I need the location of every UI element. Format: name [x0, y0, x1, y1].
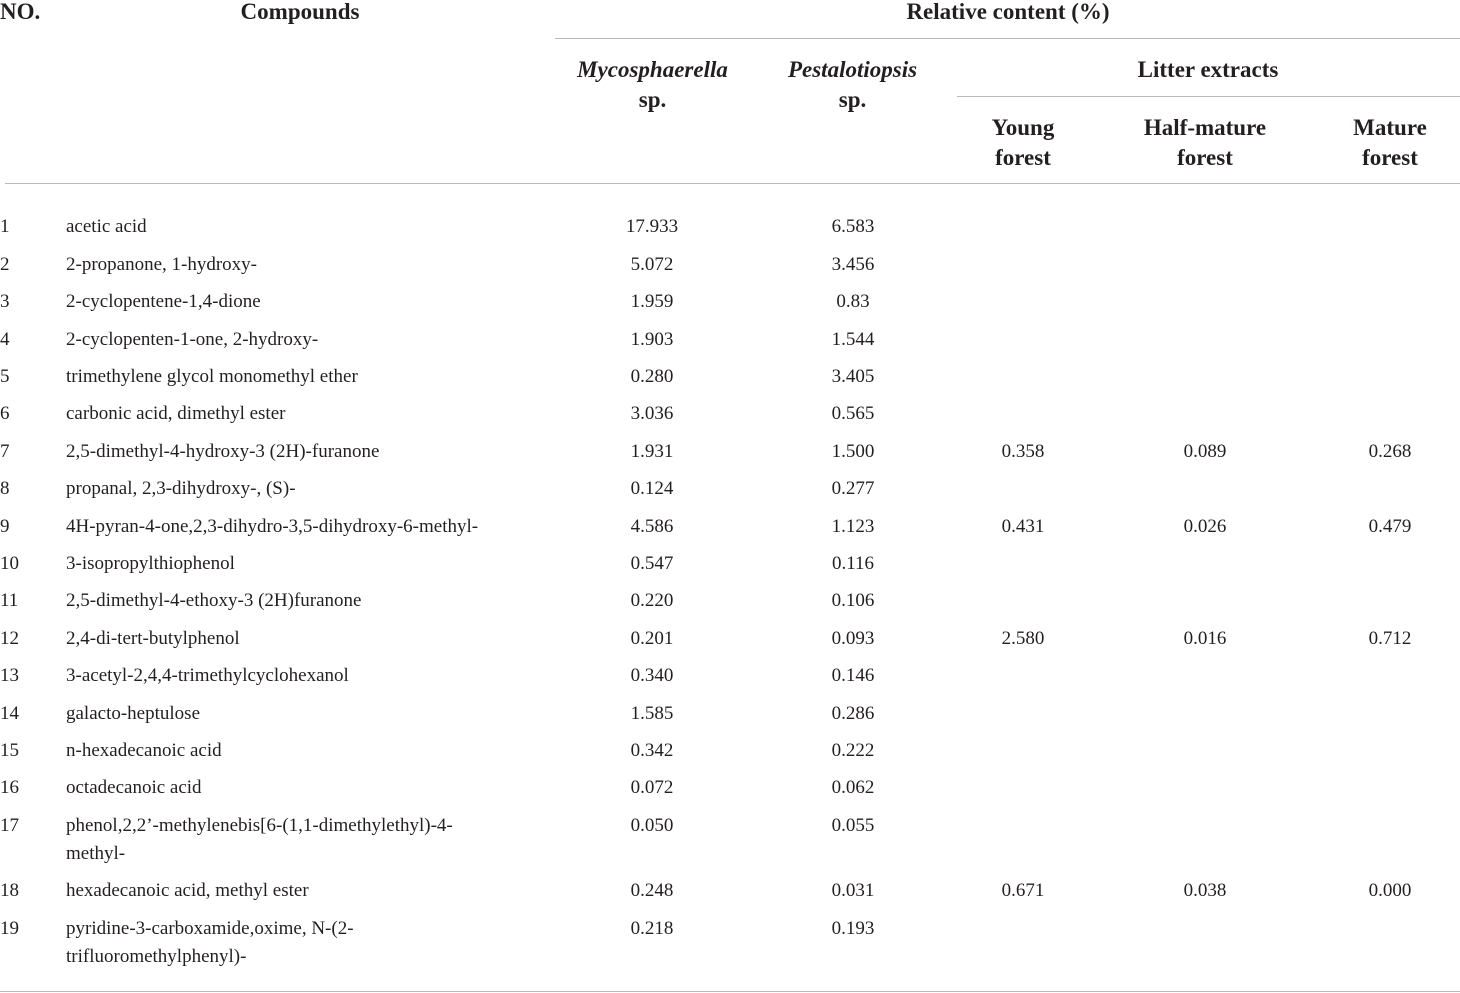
cell-myco: 5.072 [630, 254, 674, 275]
cell-mature: 0.712 [1368, 628, 1412, 649]
cell-no: 1 [0, 216, 10, 237]
cell-compound: trimethylene glycol monomethyl ether [66, 366, 358, 387]
cell-compound: galacto-heptulose [66, 703, 201, 724]
cell-myco: 4.586 [630, 516, 674, 537]
cell-compound: pyridine-3-carboxamide,oxime, N-(2- [66, 918, 354, 939]
header-mature-l1: Mature [1353, 115, 1427, 140]
cell-no: 15 [0, 740, 19, 761]
cell-mature: 0.000 [1368, 880, 1412, 901]
cell-myco: 0.342 [630, 740, 674, 761]
header-myco-name: Mycosphaerella [577, 57, 728, 82]
cell-myco: 0.201 [630, 628, 674, 649]
cell-mature: 0.479 [1368, 516, 1412, 537]
cell-compound: phenol,2,2’-methylenebis[6-(1,1-dimethylethyl)-4- [66, 815, 453, 836]
cell-pesta: 0.093 [831, 628, 875, 649]
cell-myco: 17.933 [625, 216, 679, 237]
cell-no: 16 [0, 777, 19, 798]
cell-compound: acetic acid [66, 216, 147, 237]
cell-myco: 0.218 [630, 918, 674, 939]
cell-myco: 0.280 [630, 366, 674, 387]
header-half-l2: forest [1177, 145, 1233, 170]
cell-compound: 2,4-di-tert-butylphenol [66, 628, 240, 649]
relative-content-rule [555, 38, 1460, 39]
cell-pesta: 3.405 [831, 366, 875, 387]
cell-young: 0.671 [1001, 880, 1045, 901]
cell-mature: 0.268 [1368, 441, 1412, 462]
header-mature-l2: forest [1362, 145, 1418, 170]
cell-pesta: 0.565 [831, 403, 875, 424]
header-myco-sp: sp. [638, 87, 667, 112]
cell-compound: 2-propanone, 1-hydroxy- [66, 254, 258, 275]
cell-no: 3 [0, 291, 10, 312]
header-no: NO. [0, 0, 41, 24]
cell-compound: n-hexadecanoic acid [66, 740, 222, 761]
cell-compound: 2-cyclopenten-1-one, 2-hydroxy- [66, 329, 319, 350]
cell-pesta: 0.222 [831, 740, 875, 761]
header-litter-extracts: Litter extracts [1137, 57, 1279, 82]
cell-no: 18 [0, 880, 19, 901]
cell-myco: 0.340 [630, 665, 674, 686]
cell-pesta: 0.055 [831, 815, 875, 836]
cell-compound: 3-acetyl-2,4,4-trimethylcyclohexanol [66, 665, 349, 686]
cell-compound: carbonic acid, dimethyl ester [66, 403, 286, 424]
cell-no: 7 [0, 441, 10, 462]
cell-pesta: 6.583 [831, 216, 875, 237]
cell-pesta: 0.286 [831, 703, 875, 724]
cell-half: 0.038 [1183, 880, 1227, 901]
cell-no: 2 [0, 254, 10, 275]
cell-no: 9 [0, 516, 10, 537]
header-mature-forest [1320, 113, 1460, 173]
cell-no: 11 [0, 590, 19, 611]
cell-pesta: 0.062 [831, 777, 875, 798]
header-young-l2: forest [995, 145, 1051, 170]
cell-myco: 3.036 [630, 403, 674, 424]
cell-no: 10 [0, 553, 19, 574]
cell-compound: propanal, 2,3-dihydroxy-, (S)- [66, 478, 296, 499]
cell-compound: 2-cyclopentene-1,4-dione [66, 291, 261, 312]
cell-half: 0.089 [1183, 441, 1227, 462]
header-pesta-name: Pestalotiopsis [787, 57, 918, 82]
cell-compound-continued: trifluoromethylphenyl)- [66, 946, 247, 967]
cell-young: 0.358 [1001, 441, 1045, 462]
cell-no: 14 [0, 703, 19, 724]
cell-myco: 0.124 [630, 478, 674, 499]
header-compounds: Compounds [240, 0, 360, 24]
cell-no: 17 [0, 815, 19, 836]
cell-compound: octadecanoic acid [66, 777, 202, 798]
header-pesta-sp: sp. [838, 87, 867, 112]
cell-young: 0.431 [1001, 516, 1045, 537]
cell-compound: hexadecanoic acid, methyl ester [66, 880, 309, 901]
cell-pesta: 0.031 [831, 880, 875, 901]
cell-myco: 1.903 [630, 329, 674, 350]
header-half-l1: Half-mature [1143, 115, 1267, 140]
cell-no: 12 [0, 628, 19, 649]
cell-young: 2.580 [1001, 628, 1045, 649]
cell-no: 5 [0, 366, 10, 387]
cell-pesta: 1.123 [831, 516, 875, 537]
header-young-l1: Young [991, 115, 1055, 140]
header-half-mature-forest [1105, 113, 1305, 173]
cell-pesta: 0.83 [836, 291, 870, 312]
cell-myco: 0.220 [630, 590, 674, 611]
header-young-forest [948, 113, 1098, 173]
cell-myco: 1.931 [630, 441, 674, 462]
table-bottom-rule [0, 991, 1460, 992]
cell-no: 13 [0, 665, 19, 686]
cell-myco: 0.072 [630, 777, 674, 798]
cell-pesta: 0.193 [831, 918, 875, 939]
cell-pesta: 0.116 [831, 553, 875, 574]
cell-pesta: 0.146 [831, 665, 875, 686]
cell-no: 6 [0, 403, 10, 424]
cell-half: 0.016 [1183, 628, 1227, 649]
cell-compound: 4H-pyran-4-one,2,3-dihydro-3,5-dihydroxy-6-methyl- [66, 516, 479, 537]
cell-pesta: 0.106 [831, 590, 875, 611]
cell-myco: 0.248 [630, 880, 674, 901]
cell-compound: 2,5-dimethyl-4-hydroxy-3 (2H)-furanone [66, 441, 380, 462]
cell-no: 8 [0, 478, 10, 499]
cell-half: 0.026 [1183, 516, 1227, 537]
cell-myco: 1.585 [630, 703, 674, 724]
cell-compound: 2,5-dimethyl-4-ethoxy-3 (2H)furanone [66, 590, 362, 611]
cell-pesta: 3.456 [831, 254, 875, 275]
header-pestalotiopsis [755, 55, 950, 115]
cell-pesta: 1.500 [831, 441, 875, 462]
cell-myco: 0.547 [630, 553, 674, 574]
cell-pesta: 0.277 [831, 478, 875, 499]
header-relative-content: Relative content (%) [906, 0, 1110, 24]
header-bottom-rule [5, 183, 1460, 184]
cell-pesta: 1.544 [831, 329, 875, 350]
cell-myco: 1.959 [630, 291, 674, 312]
cell-compound: 3-isopropylthiophenol [66, 553, 235, 574]
cell-no: 19 [0, 918, 19, 939]
litter-extracts-rule [957, 96, 1460, 97]
cell-myco: 0.050 [630, 815, 674, 836]
header-mycosphaerella [555, 55, 750, 115]
cell-compound-continued: methyl- [66, 843, 126, 864]
cell-no: 4 [0, 329, 10, 350]
